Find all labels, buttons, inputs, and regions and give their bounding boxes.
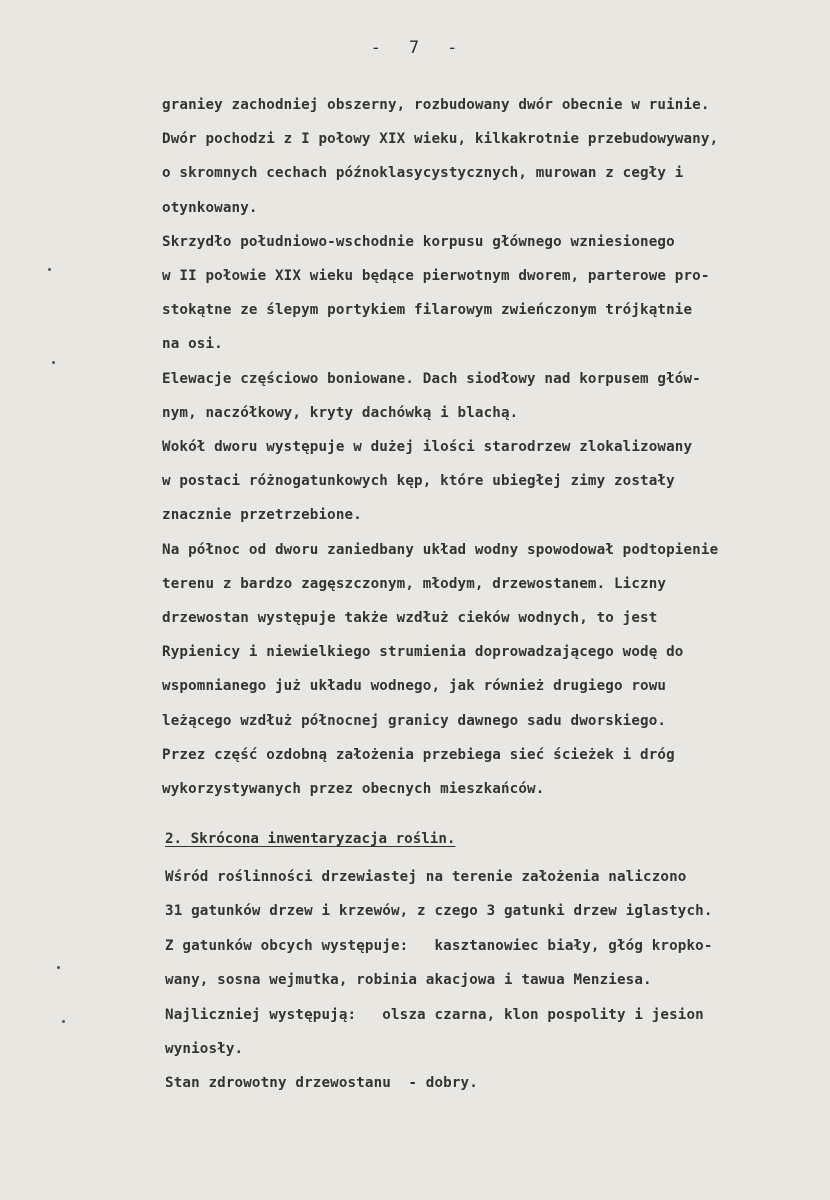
text-line: Przez część ozdobną założenia przebiega sieć ścieżek i dróg [162,746,675,763]
text-line: stokątne ze ślepym portykiem filarowym zwieńczonym trójkątnie [162,302,693,319]
text-line: w postaci różnogatunkowych kęp, które ubiegłej zimy zostały [162,473,675,490]
text-line: Rypienicy i niewielkiego strumienia doprowadzającego wodę do [162,644,684,661]
text-line: Stan zdrowotny drzewostanu - dobry. [165,1075,478,1092]
text-line: 31 gatunków drzew i krzewów, z czego 3 gatunki drzew iglastych. [165,903,713,920]
text-line: Na północ od dworu zaniedbany układ wodny spowodował podtopienie [162,541,719,558]
text-line: Elewacje częściowo boniowane. Dach siodłowy nad korpusem głów- [162,370,701,387]
page-number [0,38,830,58]
text-line: Najliczniej występują: olsza czarna, klon pospolity i jesion [165,1006,704,1023]
text-line: Z gatunków obcych występuje: kasztanowiec biały, głóg kropko- [165,937,713,954]
margin-dot [57,966,60,969]
body-paragraphs [162,88,830,806]
text-line: leżącego wzdłuż północnej granicy dawnego sadu dworskiego. [162,712,667,729]
text-line: w II połowie XIX wieku będące pierwotnym dworem, parterowe pro- [162,268,710,285]
text-line: terenu z bardzo zagęszczonym, młodym, drzewostanem. Liczny [162,575,667,592]
section-paragraphs [165,860,830,1101]
text-line: drzewostan występuje także wzdłuż cieków wodnych, to jest [162,610,658,627]
text-line: wany, sosna wejmutka, robinia akacjowa i tawua Menziesa. [165,972,652,989]
margin-dot [62,1020,65,1023]
text-line: znacznie przetrzebione. [162,507,362,524]
text-line: Dwór pochodzi z I połowy XIX wieku, kilkakrotnie przebudowywany, [162,131,719,148]
margin-dot [52,361,55,364]
text-line: na osi. [162,336,223,353]
page-number-value: 7 [408,38,422,58]
text-line: Wśród roślinności drzewiastej na terenie założenia naliczono [165,869,687,885]
text-line: otynkowany. [162,199,258,216]
text-line: Skrzydło południowo-wschodnie korpusu głównego wzniesionego [162,233,675,250]
text-line: wspomnianego już układu wodnego, jak również drugiego rowu [162,678,667,695]
text-line: wykorzystywanych przez obecnych mieszkańców. [162,781,545,798]
text-line: nym, naczółkowy, kryty dachówką i blachą. [162,404,519,421]
margin-dot [48,268,51,271]
page-number-dash-left: - [370,38,383,58]
section-heading: 2. Skrócona inwentaryzacja roślin. [165,831,456,847]
page-number-dash-right: - [447,38,460,58]
text-line: o skromnych cechach późnoklasycystycznych, murowan z cegły i [162,165,684,182]
text-line: wyniosły. [165,1041,244,1058]
text-line: graniey zachodniej obszerny, rozbudowany dwór obecnie w ruinie. [162,97,710,113]
text-line: Wokół dworu występuje w dużej ilości starodrzew zlokalizowany [162,439,693,456]
